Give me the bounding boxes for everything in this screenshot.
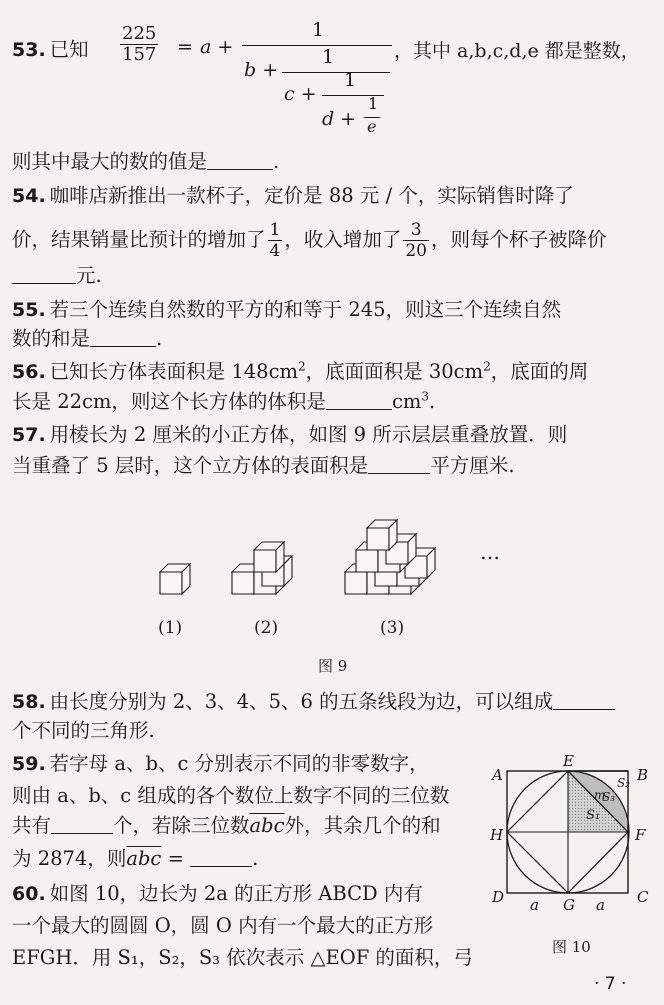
cube [160,564,190,594]
q53-e: e [367,117,377,136]
q59-line3-c: 外，其余几个的和 [284,814,441,837]
answer-blank[interactable] [207,149,273,170]
q53-line2 [12,148,650,176]
figure-9-label-2: (2) [254,618,279,638]
q55-line1-text: 若三个连续自然数的平方的和等于 245，则这三个连续自然 [49,298,562,321]
q54-line2-a: 价，结果销量比预计的增加了 [12,228,266,251]
q60-line1-text: 如图 10，边长为 2a 的正方形 ABCD 内有 [49,882,423,905]
answer-blank[interactable] [190,846,252,867]
figure-10-label-D: D [492,888,505,906]
q54-frac2 [403,220,429,261]
answer-blank[interactable] [12,263,76,284]
q53-suffix: ，其中 a,b,c,d,e 都是整数， [394,40,640,62]
figure-10-caption: 图 10 [552,938,591,956]
figure-9-label-3: (3) [380,618,405,638]
cube [367,520,397,550]
q53-one-4: 1 [368,94,379,113]
q56-line2 [12,388,650,416]
q55-line2-text: 数的和是 [12,327,91,350]
figure-10-label-S1: S₁ [586,808,601,823]
figure-10-label-A: A [492,766,503,784]
question-number: 53. [12,39,46,61]
figure-10-label-a-left: a [530,896,539,914]
question-number: 55. [12,299,46,321]
q58-line2 [12,717,650,745]
q54-line2-b: ，收入增加了 [284,228,402,251]
q58-line2-text: 个不同的三角形. [12,719,155,742]
q53-b: b + [244,59,279,81]
answer-blank[interactable] [51,813,113,834]
figure-10-label-S2: S₂ [617,776,631,790]
q56-line1 [12,358,650,386]
q59-abc-overline-2: $\overline{abc}$ [126,847,162,870]
question-number: 56. [12,361,46,383]
figure-9-ellipsis: … [480,540,500,564]
figure-9-caption: 图 9 [318,657,348,675]
q56-line2-text: 长是 22cm，则这个长方体的体积是 [12,390,326,413]
q60-line2-text: 一个最大的圆圆 O，圆 O 内有一个最大的正方形 [12,914,434,937]
q53-fraction [120,24,158,65]
q53-frac-den: 157 [122,44,157,65]
q59-line3-b: 个，若除三位数 [113,814,250,837]
q54-frac2-num: 3 [403,220,429,241]
q58-line1-text: 由长度分别为 2、3、4、5、6 的五条线段为边，可以组成 [49,690,554,713]
q57-line1-text: 用棱长为 2 厘米的小正方体，如图 9 所示层层重叠放置．则 [49,423,568,446]
question-number: 57. [12,424,46,446]
q54-line3 [12,262,650,290]
q56-line2-end: . [429,390,436,413]
q59-line2-text: 则由 a、b、c 组成的各个数位上数字不同的三位数 [12,784,450,807]
figure-10-label-F: F [635,826,646,844]
answer-blank[interactable] [326,389,392,410]
figure-10-label-E: E [563,752,574,770]
figure-10-label-H: H [490,826,504,844]
cube [254,542,284,572]
question-number: 54. [12,185,46,207]
answer-blank[interactable] [90,326,156,347]
q53-a: a + [200,36,234,58]
q53-one-2: 1 [322,46,335,68]
figure-9-cubes [140,490,520,610]
q57-line2-text: 当重叠了 5 层时，这个立方体的表面积是 [12,454,369,477]
q54-frac1-num: 1 [269,220,281,240]
q59-abc-overline: $\overline{abc}$ [249,814,285,837]
q54-line3-text: 元. [76,264,102,287]
q54-line1 [12,182,650,210]
q54-line2 [12,220,650,261]
q60-line3-text: EFGH．用 S₁，S₂，S₃ 依次表示 △EOF 的面积，弓 [12,946,473,969]
q59-line3-a: 共有 [12,814,52,837]
question-number: 59. [12,753,46,775]
q53-d: d + [322,108,357,130]
q56-sup-2: 2 [483,359,491,374]
q53-bar-1 [242,45,392,46]
q59-line4-a: 为 2874，则 [12,847,127,870]
q54-line2-c: ，则每个杯子被降价 [431,228,607,251]
q54-frac2-den: 20 [405,241,427,261]
q54-frac1 [268,220,283,261]
q55-line2 [12,325,650,353]
q53-prefix: 已知 [49,38,89,61]
q56-line1-a: 已知长方体表面积是 148cm [49,360,299,383]
q53-line2-text: 则其中最大的数的值是 [12,150,208,173]
answer-blank[interactable] [368,453,430,474]
page-number: · 7 · [594,974,627,994]
figure-10-square-circle [505,768,635,900]
figure-10-label-a-right: a [596,896,605,914]
q56-unit-sup: 3 [421,389,429,404]
figure-10-label-m: m [594,788,606,802]
q57-line2-end: 平方厘米. [430,454,515,477]
figure-9-label-1: (1) [158,618,183,638]
q53-one-1: 1 [312,19,325,41]
q53-frac-num: 225 [122,23,157,44]
q55-line1 [12,296,650,324]
q53-eq: = [177,36,193,58]
q56-line1-b: ，底面面积是 30cm [305,360,484,383]
q54-line1-text: 咖啡店新推出一款杯子，定价是 88 元 / 个，实际销售时降了 [49,184,574,207]
question-number: 58. [12,691,46,713]
question-number: 60. [12,883,46,905]
q53-bar-2 [282,72,390,73]
q57-line2 [12,452,650,480]
q59-line4-end: . [252,847,259,870]
q56-line1-c: ，底面的周 [490,360,589,383]
figure-10-label-G: G [563,896,575,914]
q53-c: c + [284,83,317,105]
figure-10-label-S3: S₃ [602,790,616,804]
q53-line2-end: . [273,150,280,173]
q59-line4-eq: = [167,847,184,870]
figure-10-label-B: B [637,766,649,784]
q56-sup-1: 2 [298,359,306,374]
q56-unit: cm [391,390,422,413]
q53-one-3: 1 [344,69,357,91]
q58-line1 [12,688,650,716]
q57-line1 [12,421,650,449]
q54-frac1-den: 4 [269,241,281,261]
figure-10-label-C: C [637,888,649,906]
q59-line1-text: 若字母 a、b、c 分别表示不同的非零数字， [49,752,429,775]
answer-blank[interactable] [553,689,615,710]
q55-line2-end: . [156,327,163,350]
